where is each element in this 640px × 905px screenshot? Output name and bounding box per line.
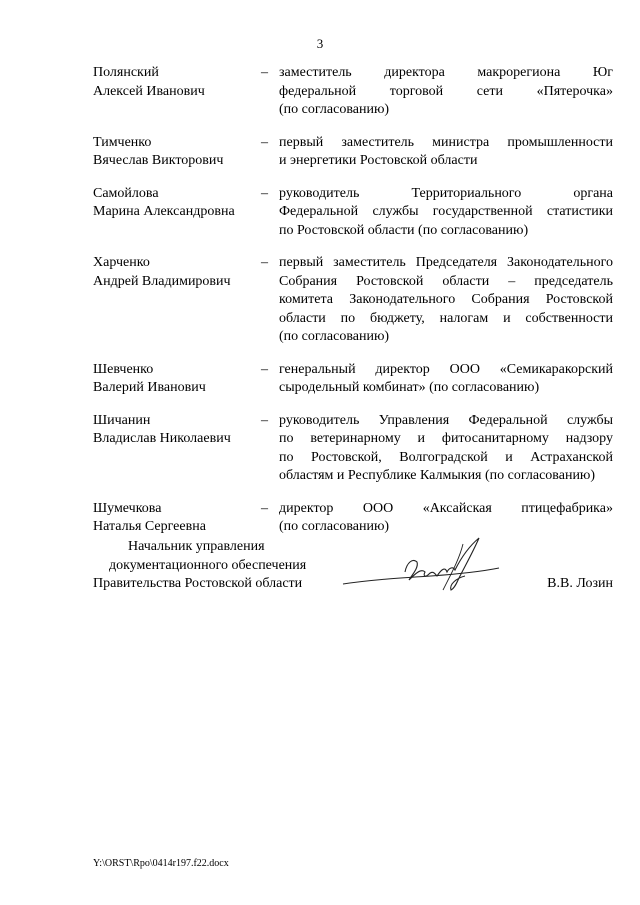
handwritten-signature — [339, 532, 507, 602]
member-position-line: заместитель директора макрорегиона Юг — [279, 65, 613, 80]
member-surname: Полянский — [93, 65, 159, 80]
signature-block — [93, 538, 613, 608]
member-name — [93, 185, 261, 241]
member-given-names: Вячеслав Викторович — [93, 153, 224, 168]
member-position — [279, 412, 613, 486]
member-position-line: по ветеринарному и фитосанитарному надзору — [279, 431, 613, 446]
dash-separator: – — [261, 361, 268, 377]
member-list — [93, 64, 613, 551]
member-position-line: области по бюджету, налогам и собственности — [279, 310, 613, 326]
member-surname: Тимченко — [93, 134, 152, 150]
member-position — [279, 361, 613, 398]
member-surname: Шевченко — [93, 361, 154, 377]
member-name — [93, 500, 261, 537]
dash-separator: – — [261, 65, 268, 80]
member-name — [93, 412, 261, 486]
dash-separator: – — [261, 185, 268, 201]
dash-separator: – — [261, 134, 268, 150]
member-position-line: генеральный директор ООО «Семикаракорский — [279, 361, 613, 377]
member-surname: Шичанин — [93, 412, 151, 428]
member-position-line: областям и Республике Калмыкия (по согласованию) — [279, 468, 596, 483]
member-given-names: Владислав Николаевич — [93, 431, 231, 446]
member-given-names: Алексей Иванович — [93, 83, 205, 99]
member-position-line: Федеральной службы государственной статистики — [279, 204, 613, 219]
member-row — [93, 64, 613, 120]
member-row — [93, 412, 613, 486]
member-name — [93, 64, 261, 120]
file-path: Y:\ORST\Rpo\0414r197.f22.docx — [93, 858, 229, 869]
member-name — [93, 254, 261, 347]
signatory-title-line: Правительства Ростовской области — [93, 576, 303, 591]
member-position — [279, 185, 613, 241]
dash-separator: – — [261, 500, 268, 516]
member-row — [93, 134, 613, 171]
member-position-line: руководитель Управления Федеральной службы — [279, 412, 613, 428]
dash-separator: – — [261, 255, 268, 270]
member-position-line: (по согласованию) — [279, 102, 390, 117]
member-position-line: (по согласованию) — [279, 519, 390, 534]
member-position-line: первый заместитель министра промышленности — [279, 134, 613, 150]
member-position — [279, 500, 613, 537]
member-position — [279, 254, 613, 347]
member-surname: Шумечкова — [93, 500, 162, 516]
member-position-line: федеральной торговой сети «Пятерочка» — [279, 83, 613, 99]
page-number: 3 — [316, 36, 324, 51]
member-position — [279, 64, 613, 120]
member-name — [93, 134, 261, 171]
member-given-names: Андрей Владимирович — [93, 273, 231, 289]
member-position-line: и энергетики Ростовской области — [279, 153, 478, 168]
member-name — [93, 361, 261, 398]
member-position-line: директор ООО «Аксайская птицефабрика» — [279, 500, 613, 516]
signatory-name: В.В. Лозин — [547, 576, 613, 591]
member-row — [93, 361, 613, 398]
member-row — [93, 500, 613, 537]
member-row — [93, 185, 613, 241]
signatory-title-line: Начальник управления — [128, 539, 265, 554]
member-surname: Харченко — [93, 255, 150, 270]
signatory-title-line: документационного обеспечения — [109, 557, 307, 573]
member-position-line: первый заместитель Председателя Законодательного — [279, 255, 613, 270]
member-position-line: комитета Законодательного Собрания Ростовской — [279, 292, 613, 307]
member-given-names: Марина Александровна — [93, 204, 235, 219]
signatory-title — [93, 538, 333, 594]
member-position-line: по Ростовской, Волгоградской и Астраханской — [279, 449, 613, 465]
member-given-names: Наталья Сергеевна — [93, 519, 206, 534]
member-position — [279, 134, 613, 171]
member-position-line: (по согласованию) — [279, 329, 390, 344]
member-row — [93, 254, 613, 347]
member-position-line: руководитель Территориального органа — [279, 185, 613, 201]
member-position-line: по Ростовской области (по согласованию) — [279, 222, 529, 238]
dash-separator: – — [261, 412, 268, 428]
member-given-names: Валерий Иванович — [93, 380, 206, 395]
member-position-line: Собрания Ростовской области – председатель — [279, 273, 613, 289]
member-position-line: сыродельный комбинат» (по согласованию) — [279, 380, 540, 395]
member-surname: Самойлова — [93, 185, 159, 201]
